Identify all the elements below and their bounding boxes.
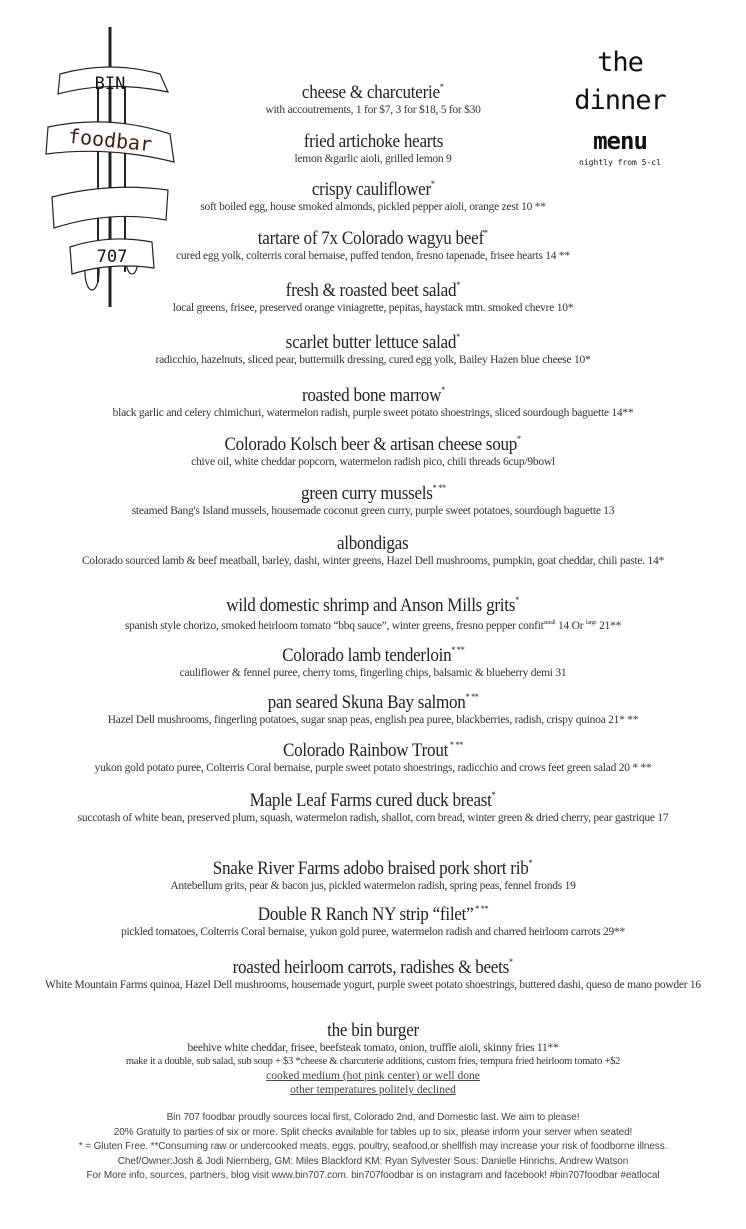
item-name-text: Snake River Farms adobo braised pork short rib	[213, 858, 529, 879]
menu-item	[0, 957, 746, 992]
item-description	[0, 200, 746, 214]
item-name	[302, 82, 444, 103]
item-name	[286, 332, 460, 353]
menu-item	[0, 82, 746, 117]
item-description-text: cauliflower & fennel puree, cherry toms, fingerling chips, balsamic & blueberry demi 31	[179, 667, 567, 679]
logo-707-text: 707	[96, 247, 128, 267]
item-description-text: pickled tomatoes, Colterris Coral bernaise, yukon gold puree, watermelon radish and charred heirloom carrots 29**	[120, 926, 626, 938]
gluten-raw-mark: * **	[473, 904, 489, 914]
item-name-text: Colorado Kolsch beer & artisan cheese soup	[224, 434, 518, 455]
gluten-raw-mark: *	[517, 434, 522, 444]
price-large: 21**	[596, 619, 622, 632]
gluten-raw-mark: *	[484, 228, 488, 238]
item-description	[0, 249, 746, 263]
title-line-menu: menu	[593, 127, 647, 155]
item-description-text: radicchio, hazelnuts, sliced pear, buttermilk dressing, cured egg yolk, Bailey Hazen blue cheese 10*	[155, 354, 591, 366]
item-description-text: lemon &garlic aioli, grilled lemon 9	[294, 153, 452, 165]
item-name	[225, 434, 521, 455]
gluten-raw-mark: * **	[451, 645, 465, 655]
item-description-text: beehive white cheddar, frisee, beefsteak tomato, onion, truffle aioli, skinny fries 11**	[187, 1042, 559, 1054]
item-name-text: roasted bone marrow	[301, 385, 441, 406]
item-description	[0, 666, 746, 680]
temperature-note: cooked medium (hot pink center) or well done	[266, 1070, 480, 1082]
menu-item	[0, 595, 746, 633]
logo-foodbar-text: foodbar	[67, 123, 154, 157]
menu-item	[0, 483, 746, 518]
menu-item	[0, 332, 746, 367]
menu-item	[0, 740, 746, 775]
price-small: 14 Or	[555, 619, 586, 632]
gluten-raw-mark: * **	[448, 740, 463, 750]
item-description-text: succotash of white bean, preserved plum, squash, watermelon radish, shallot, corn bread, winter green & dried cherry, pear gastrique 17	[77, 812, 669, 824]
footer-line: Bin 707 foodbar proudly sources local first, Colorado 2nd, and Domestic last. We aim to please!	[166, 1112, 580, 1123]
item-name-text: scarlet butter lettuce salad	[285, 332, 457, 353]
size-large-label: large	[585, 620, 597, 626]
temperature-note: other temperatures politely declined	[290, 1084, 456, 1096]
menu-item	[0, 790, 746, 825]
item-name	[283, 740, 463, 761]
footer-notes	[0, 1111, 746, 1184]
item-name	[286, 280, 460, 301]
item-description	[0, 811, 746, 825]
item-description-text: White Mountain Farms quinoa, Hazel Dell mushrooms, housemade yogurt, purple sweet potato shoestrings, buttered dashi, queso de mano powder 16	[45, 979, 701, 991]
gluten-raw-mark: *	[528, 858, 533, 868]
item-name-text: cheese & charcuterie	[302, 82, 441, 103]
item-description-text: Antebellum grits, pear & bacon jus, pickled watermelon radish, spring peas, fennel fronds 19	[170, 880, 576, 892]
item-name	[282, 645, 464, 666]
menu-item	[0, 179, 746, 214]
menu-item	[0, 228, 746, 263]
gluten-raw-mark: *	[456, 280, 461, 290]
gluten-raw-mark: * **	[465, 692, 479, 702]
menu-item	[0, 434, 746, 469]
menu-item	[0, 904, 746, 939]
item-name	[227, 595, 520, 616]
item-name-text: wild domestic shrimp and Anson Mills grits	[226, 595, 516, 616]
item-name-text: Colorado Rainbow Trout	[283, 740, 449, 761]
item-name	[258, 904, 488, 925]
gluten-raw-mark: *	[456, 332, 461, 342]
gluten-raw-mark: *	[515, 595, 520, 605]
item-name	[327, 1020, 419, 1041]
menu-item	[0, 385, 746, 420]
item-description	[0, 925, 746, 939]
item-description-text: Colorado sourced lamb & beef meatball, barley, dashi, winter greens, Hazel Dell mushrooms, pumpkin, goat cheddar, chili paste. 14*	[81, 555, 664, 567]
gluten-raw-mark: * **	[432, 483, 446, 493]
item-description-text: black garlic and celery chimichuri, watermelon radish, purple sweet potato shoestrings, sliced sourdough baguette 14**	[112, 407, 634, 419]
item-name-text: the bin burger	[327, 1020, 419, 1041]
item-name	[250, 790, 496, 811]
gluten-raw-mark: *	[430, 179, 435, 189]
item-description	[0, 879, 746, 893]
item-name-text: albondigas	[337, 533, 409, 554]
item-description	[0, 455, 746, 469]
item-name-text: fried artichoke hearts	[303, 131, 443, 152]
item-name	[233, 957, 513, 978]
size-small-label: small	[543, 620, 556, 626]
item-name-text: Double R Ranch NY strip “filet”	[257, 904, 474, 925]
gluten-raw-mark: *	[440, 82, 444, 92]
item-description	[0, 301, 746, 315]
gluten-raw-mark: *	[509, 957, 514, 967]
item-name	[301, 385, 444, 406]
footer-line: Chef/Owner:Josh & Jodi Niernberg, GM: Miles Blackford KM: Ryan Sylvester Sous: Danielle Hinrichs, Andrew Watson	[117, 1155, 629, 1167]
menu-item	[0, 692, 746, 727]
gluten-raw-mark: *	[440, 385, 445, 395]
item-description-text: chive oil, white cheddar popcorn, watermelon radish pico, chili threads 6cup/9bowl	[191, 456, 555, 468]
item-name	[301, 483, 446, 504]
item-addons: make it a double, sub salad, sub soup + $3 *cheese & charcuterie additions, custom fries, tempura fried heirloom tomato +$2	[125, 1056, 621, 1067]
menu-item	[0, 280, 746, 315]
item-name	[303, 131, 442, 152]
item-description	[0, 978, 746, 992]
gluten-raw-mark: *	[492, 790, 496, 800]
item-description-text: soft boiled egg, house smoked almonds, pickled pepper aioli, orange zest 10 **	[200, 201, 546, 213]
footer-line: * = Gluten Free. **Consuming raw or undercooked meats, eggs, poultry, seafood,or shellfish may increase your risk of foodborne illness.	[78, 1141, 668, 1152]
item-name	[312, 179, 435, 200]
menu-item	[0, 131, 746, 166]
item-description	[0, 616, 746, 633]
logo-bin-text: BIN	[94, 74, 126, 94]
item-name-text: Maple Leaf Farms cured duck breast	[250, 790, 493, 811]
item-name	[337, 533, 408, 554]
item-description	[0, 713, 746, 727]
item-description	[0, 406, 746, 420]
item-name-text: pan seared Skuna Bay salmon	[267, 692, 466, 713]
item-description	[0, 1041, 746, 1055]
menu-item	[0, 1020, 746, 1097]
title-line-the: the	[597, 47, 643, 78]
item-name-text: green curry mussels	[300, 483, 433, 504]
item-name	[268, 692, 479, 713]
item-description-text: with accoutrements, 1 for $7, 3 for $18, 5 for $30	[265, 104, 481, 116]
item-description-text: yukon gold potato puree, Colterris Coral bernaise, purple sweet potato shoestrings, radicchio and crows feet green salad 20 * **	[94, 762, 652, 774]
item-description-text: steamed Bang's Island mussels, housemade coconut green curry, purple sweet potatoes, sourdough baguette 13	[131, 505, 615, 517]
item-description-text: local greens, frisee, preserved orange viniagrette, pepitas, haystack mtn. smoked chevre 10*	[172, 302, 574, 314]
item-name-text: Colorado lamb tenderloin	[281, 645, 452, 666]
item-description	[0, 353, 746, 367]
item-name-text: fresh & roasted beet salad	[285, 280, 457, 301]
item-name-text: roasted heirloom carrots, radishes & beets	[232, 957, 510, 978]
item-description-text: cured egg yolk, colterris coral bernaise, puffed tendon, fresno tapenade, frisee hearts 14 **	[176, 250, 570, 262]
item-name-text: tartare of 7x Colorado wagyu beef	[258, 228, 485, 249]
item-description	[0, 554, 746, 568]
hours-text: nightly from 5-cl	[579, 158, 661, 167]
item-name	[213, 858, 533, 879]
title-line-dinner: dinner	[574, 85, 666, 116]
item-description-text: Hazel Dell mushrooms, fingerling potatoes, sugar snap peas, english pea puree, blackberries, radish, crispy quinoa 21* **	[107, 714, 639, 726]
item-description-text: spanish style chorizo, smoked heirloom tomato “bbq sauce”, winter greens, fresno pepper confit	[124, 619, 544, 632]
item-description	[0, 103, 746, 117]
menu-item	[0, 533, 746, 568]
item-description	[0, 152, 746, 166]
footer-line: For More info, sources, partners, blog visit www.bin707.com. bin707foodbar is on instagram and facebook! #bin707foodbar #eatlocal	[86, 1170, 660, 1181]
footer-line: 20% Gratuity to parties of six or more. Split checks available for tables up to six, please inform your server when seated!	[113, 1126, 633, 1138]
item-name	[258, 228, 488, 249]
item-name-text: crispy cauliflower	[311, 179, 431, 200]
menu-item	[0, 645, 746, 680]
item-description	[0, 504, 746, 518]
bin-707-foodbar-logo	[40, 22, 180, 312]
item-description	[0, 761, 746, 775]
menu-item	[0, 858, 746, 893]
